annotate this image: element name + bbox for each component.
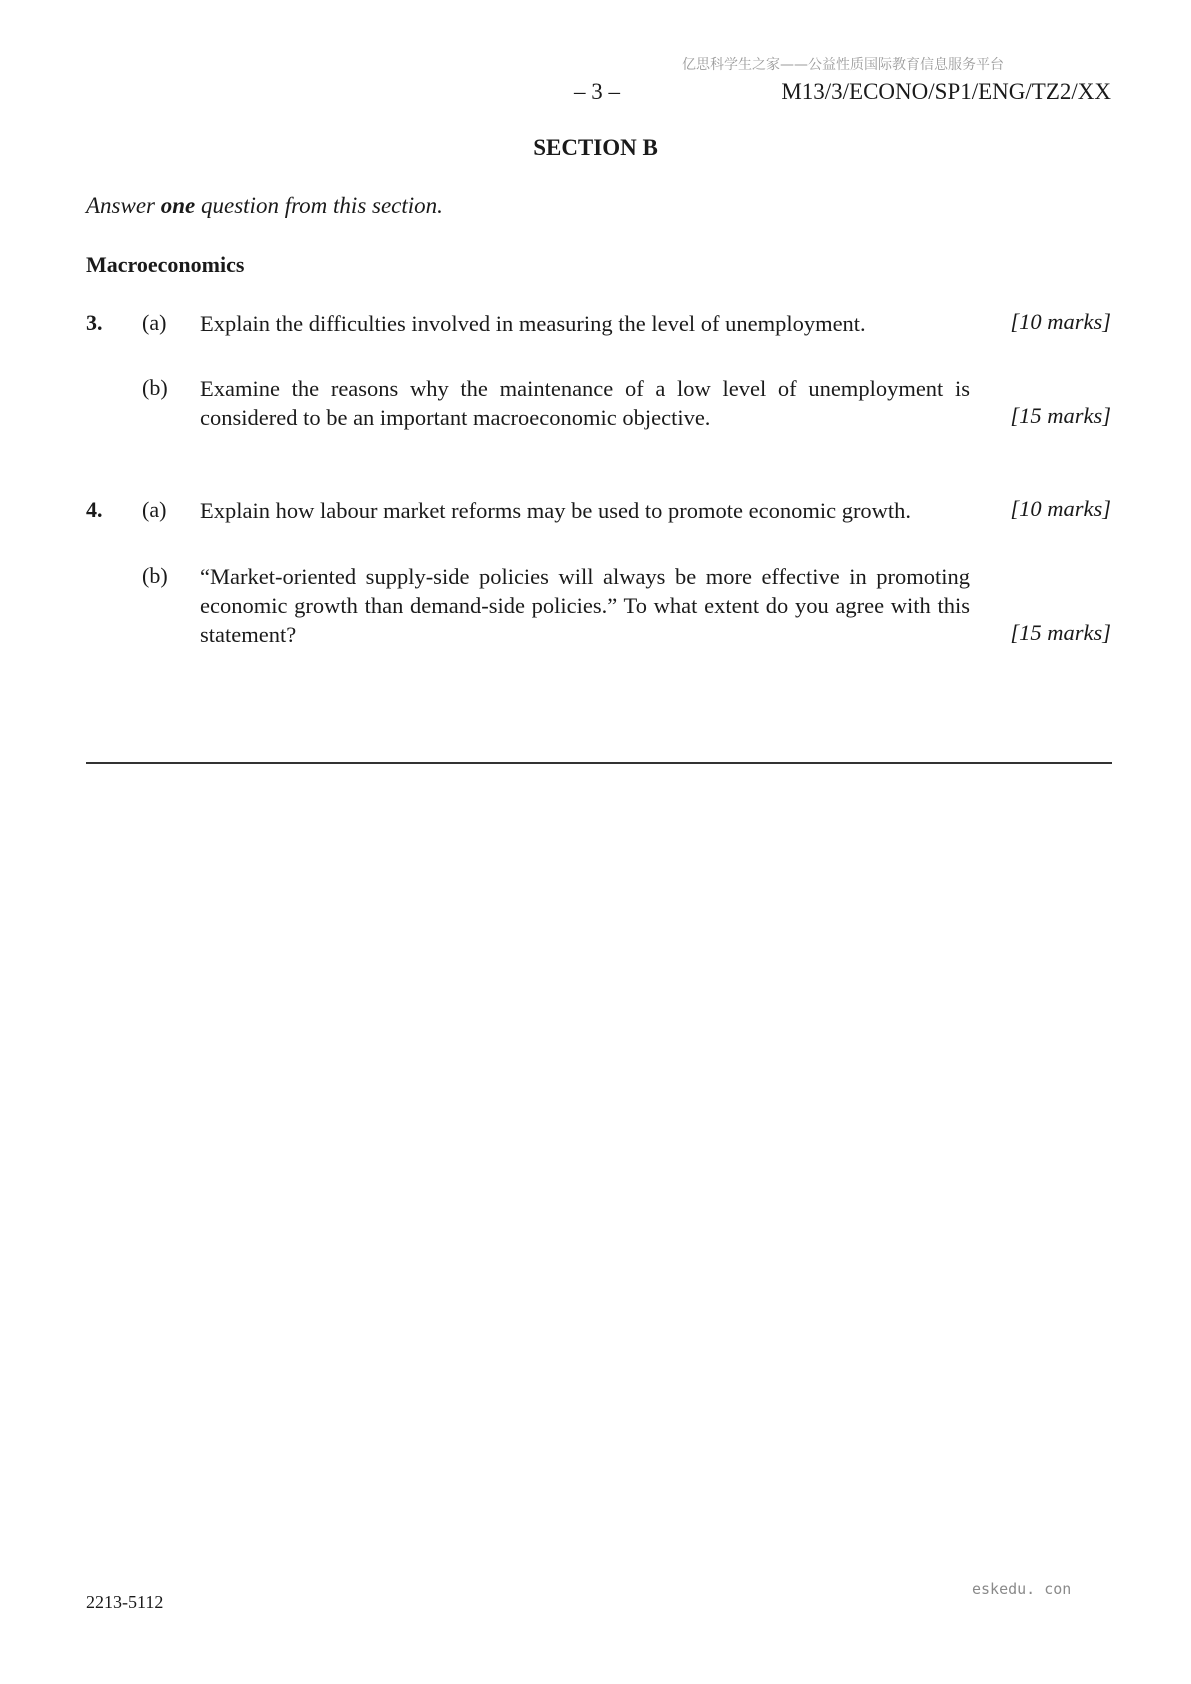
marks-label: [10 marks] <box>1010 309 1111 334</box>
instruction-emphasis: one <box>160 193 196 218</box>
footer-watermark: eskedu. con <box>972 1580 1072 1598</box>
question-number: 4. <box>86 497 103 522</box>
instruction-post: question from this section. <box>195 193 443 218</box>
question-number: 3. <box>86 310 103 335</box>
page-number: – 3 – <box>574 79 620 104</box>
question-text: Examine the reasons why the maintenance of a low level of unemployment is considered to be an important macroeconomic objective. <box>200 376 970 430</box>
part-label: (b) <box>142 563 168 588</box>
part-label: (a) <box>142 497 167 522</box>
watermark-banner: 亿思科学生之家——公益性质国际教育信息服务平台 <box>682 57 1004 73</box>
question-text: “Market-oriented supply-side policies will always be more effective in promoting economic growth than demand-side policies.” To what extent do you agree with this statement? <box>200 564 970 647</box>
question-text: Explain the difficulties involved in measuring the level of unemployment. <box>200 311 866 336</box>
part-label: (a) <box>142 310 167 335</box>
marks-label: [15 marks] <box>1010 620 1111 645</box>
topic-heading: Macroeconomics <box>86 252 245 277</box>
footer-code: 2213-5112 <box>86 1592 164 1612</box>
question-text: Explain how labour market reforms may be used to promote economic growth. <box>200 498 912 523</box>
marks-label: [10 marks] <box>1010 496 1111 521</box>
paper-code: M13/3/ECONO/SP1/ENG/TZ2/XX <box>781 79 1111 104</box>
marks-label: [15 marks] <box>1010 403 1111 428</box>
part-label: (b) <box>142 375 168 400</box>
section-end-rule <box>86 762 1112 764</box>
section-instruction <box>86 193 443 219</box>
instruction-pre: Answer <box>86 193 161 218</box>
section-title: SECTION B <box>533 135 658 160</box>
